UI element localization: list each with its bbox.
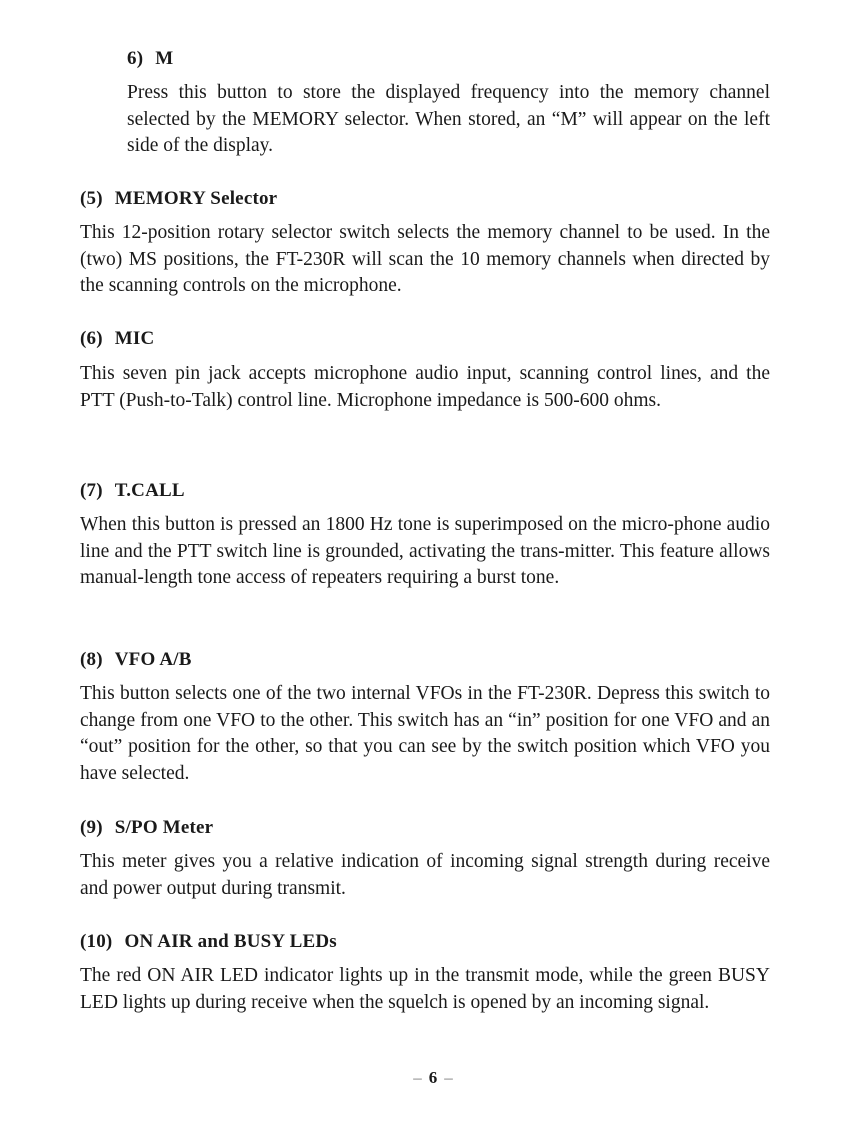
section-body-tcall: When this button is pressed an 1800 Hz tone is superimposed on the micro-phone audio line and the PTT switch line is grounded, activating the trans-mitter. This feature allows manual-length tone access of repeaters requiring a burst tone. [80, 514, 770, 588]
section-number: (7) [80, 480, 103, 501]
section-body-leds: The red ON AIR LED indicator lights up in the transmit mode, while the green BUSY LED lights up during receive when the squelch is opened by an incoming signal. [80, 965, 770, 1013]
section-body-m: Press this button to store the displayed frequency into the memory channel selected by the MEMORY selector. When stored, an “M” will appear on the left side of the display. [127, 82, 770, 156]
section-title: S/PO Meter [114, 817, 214, 838]
section-body-mic: This seven pin jack accepts microphone audio input, scanning control lines, and the PTT (Push-to-Talk) control line. Microphone impedance is 500-600 ohms. [80, 363, 770, 411]
section-heading-spo-meter [80, 817, 213, 839]
section-heading-mic [80, 328, 154, 350]
section-body-spo-meter: This meter gives you a relative indication of incoming signal strength during receive and power output during transmit. [80, 851, 770, 899]
section-title: MIC [114, 328, 155, 349]
section-heading-tcall [80, 480, 185, 502]
section-body-vfo-ab: This button selects one of the two internal VFOs in the FT-230R. Depress this switch to change from one VFO to the other. This switch has an “in” position for one VFO and an “out” position for the other, so that you can see by the switch position which VFO you have selected. [80, 683, 770, 784]
page-number-value: 6 [428, 1068, 438, 1087]
section-heading-memory-selector [80, 188, 277, 210]
section-title: M [155, 48, 174, 69]
section-number: (10) [80, 931, 113, 952]
page-number-dash-right: – [444, 1068, 453, 1087]
section-title: VFO A/B [114, 649, 192, 670]
section-number: (8) [80, 649, 103, 670]
section-number: 6) [127, 48, 144, 69]
section-number: (5) [80, 188, 103, 209]
section-number: (9) [80, 817, 103, 838]
section-heading-leds [80, 931, 337, 953]
section-heading-m [127, 48, 173, 70]
section-title: T.CALL [114, 480, 185, 501]
section-number: (6) [80, 328, 103, 349]
section-title: ON AIR and BUSY LEDs [124, 931, 337, 952]
page-number [0, 1068, 866, 1088]
page-number-dash-left: – [413, 1068, 422, 1087]
section-body-memory-selector: This 12-position rotary selector switch selects the memory channel to be used. In the (two) MS positions, the FT-230R will scan the 10 memory channels when directed by the scanning controls on the microphone. [80, 222, 770, 296]
section-title: MEMORY Selector [114, 188, 278, 209]
section-heading-vfo-ab [80, 649, 192, 671]
